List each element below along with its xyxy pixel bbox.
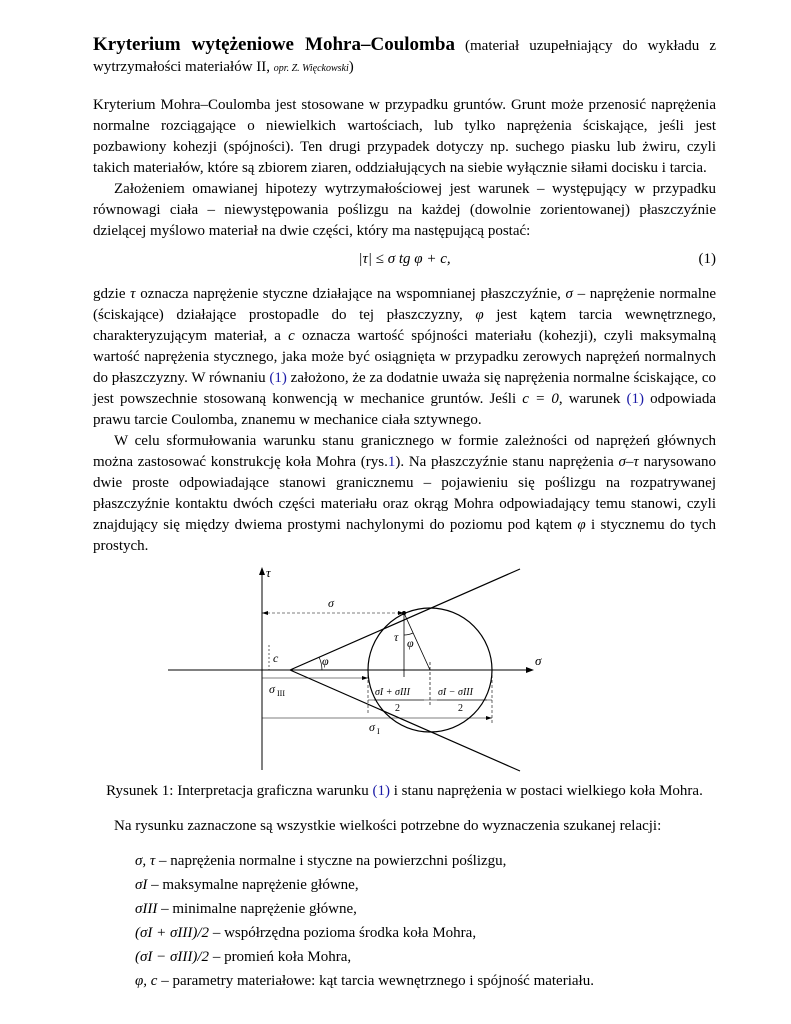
mohr-diagram [93,565,716,777]
list-text: – parametry materiałowe: kąt tarcia wewnętrznego i spójność materiału. [161,973,594,989]
document-title: Kryterium wytężeniowe Mohra–Coulomba [93,34,455,55]
document-page [93,34,716,993]
document-header [93,34,716,79]
symbol-phi: φ [577,517,586,533]
text-fragment: W celu sformułowania warunku stanu granicznego w formie zależności od naprężeń głównych można zastosować konstrukcję koła Mohra (rys. [93,433,716,470]
list-text: – naprężenia normalne i styczne na powierzchni poślizgu, [159,853,507,869]
label-radius-denominator: 2 [458,703,463,714]
paragraph-definitions [93,284,716,431]
arrow [262,611,268,615]
list-item [135,945,716,969]
label-center-denominator: 2 [395,703,400,714]
text-fragment: jest kątem tarcia wewnętrznego, charakteryzującym materiał, a [93,307,716,344]
header-close-paren: ) [348,59,354,75]
label-sigma-top: σ [328,596,334,610]
list-text: – promień koła Mohra, [212,949,352,965]
paragraph-intro: Kryterium Mohra–Coulomba jest stosowane w przypadku gruntów. Grunt może przenosić naprężenia normalne rozciągające o niewielkich wartościach, lub tylko naprężenia ściskające, jeśli jest pozbawiony kohezji (spójności). Ten drugi przypadek dotyczy np. suchego piasku lub żwiru, czyli takich materiałów, które są zbiorem ziaren, oddziałujących na siebie wyłącznie siłami docisku i tarcia. [93,97,716,176]
text-fragment: założono, że za dodatnie uważa się naprężenia normalne ściskające, co jest powszechnie stosowaną konwencją w mechanice gruntów. Jeśli [93,370,716,407]
list-symbol: σ, τ [135,853,156,869]
label-phi-inner: φ [407,636,414,650]
label-sub-I: I [377,727,380,736]
figure-caption [93,781,716,802]
tau-axis-arrow [259,567,265,575]
label-radius-numerator: σI − σIII [438,687,473,698]
list-item [135,921,716,945]
paragraph-list-intro: Na rysunku zaznaczone są wszystkie wielkości potrzebne do wyznaczenia szukanej relacji: [114,818,662,834]
label-sigma-axis: σ [535,653,542,668]
list-item [135,969,716,993]
equation-1 [93,251,716,272]
paragraph-mohr [93,431,716,557]
symbol-sigma: σ [565,286,573,302]
label-tau-inner: τ [394,630,399,644]
caption-equation-ref[interactable]: (1) [372,783,391,799]
text-fragment: , warunek [558,391,621,407]
equation-number: (1) [698,251,716,267]
paragraph-assumption: Założeniem omawianej hipotezy wytrzymałościowej jest warunek – występujący w przypadku równowagi ciała – niewystępowania poślizgu na każdej (dowolnie zorientowanej) płaszczyźnie dzielącej myślowo materiał na dwie części, który ma następującą postać: [93,181,716,239]
list-symbol: σIII [135,901,158,917]
text-fragment: gdzie [93,286,126,302]
equation-ref-link[interactable]: (1) [626,391,645,407]
document-subtitle: (materiał uzupełniający do wykładu z wytrzymałości materiałów II, [93,38,716,75]
list-item [135,873,716,897]
list-symbol: σI [135,877,148,893]
symbol-c-zero: c = 0 [522,391,559,407]
document-author: opr. Z. Więckowski [273,63,349,74]
list-symbol: (σI − σIII)/2 [135,949,210,965]
arrow [362,676,368,680]
figure-ref-link[interactable]: 1 [387,454,396,470]
symbol-tau: τ [130,286,136,302]
label-sigma-I: σ [369,720,375,734]
label-c: c [273,651,279,665]
list-item [135,849,716,873]
text-fragment: oznacza wartość spójności materiału (kohezji), czyli maksymalną wartość naprężenia stycznego, jaka może być osiągnięta w przypadku zerowych naprężeń normalnych do płaszczyzny. W równaniu [93,328,716,386]
list-symbol: (σI + σIII)/2 [135,925,210,941]
text-fragment: odpowiada prawu tarcie Coulomba, znanemu w mechanice ciała sztywnego. [93,391,716,428]
equation-body: |τ| ≤ σ tg φ + c, [358,251,451,267]
arrow [486,716,492,720]
label-tau-axis: τ [266,565,271,580]
label-center-numerator: σI + σIII [375,687,410,698]
caption-prefix: Rysunek 1: Interpretacja graficzna warunku [106,783,369,799]
symbol-sigma-tau: σ–τ [618,454,639,470]
list-symbol: φ, c [135,973,158,989]
list-item [135,897,716,921]
list-text: – minimalne naprężenie główne, [161,901,357,917]
envelope-lower [290,670,520,771]
symbol-c: c [288,328,295,344]
text-fragment: narysowano dwie proste odpowiadające stanowi granicznemu – pojawieniu się poślizgu na rozpatrywanej płaszczyźnie kontaktu dwóch części materiału oraz okrąg Mohra odpowiadający temu stanowi, czyli znajdujący się między dwiema prostymi nachylonymi do poziomu pod kątem [93,454,717,533]
text-fragment: oznacza naprężenie styczne działające na wspomnianej płaszczyźnie, [140,286,561,302]
text-fragment: – naprężenie normalne (ściskające) działające prostopadle do tej płaszczyzny, [93,286,717,323]
list-text: – współrzędna pozioma środka koła Mohra, [212,925,477,941]
sigma-axis-arrow [526,667,534,673]
text-fragment: i stycznemu do tych prostych. [93,517,717,554]
text-fragment: ). Na płaszczyźnie stanu naprężenia [395,454,614,470]
phi-inner-arc [404,633,413,635]
label-sigma-III: σ [269,682,275,696]
figure-mohr-coulomb [93,565,716,777]
caption-suffix: i stanu naprężenia w postaci wielkiego koła Mohra. [393,783,703,799]
symbol-phi: φ [475,307,484,323]
label-sub-III: III [277,689,285,698]
list-text: – maksymalne naprężenie główne, [151,877,359,893]
symbol-list [93,849,716,993]
equation-ref-link[interactable]: (1) [269,370,287,386]
label-phi-left: φ [322,654,329,668]
